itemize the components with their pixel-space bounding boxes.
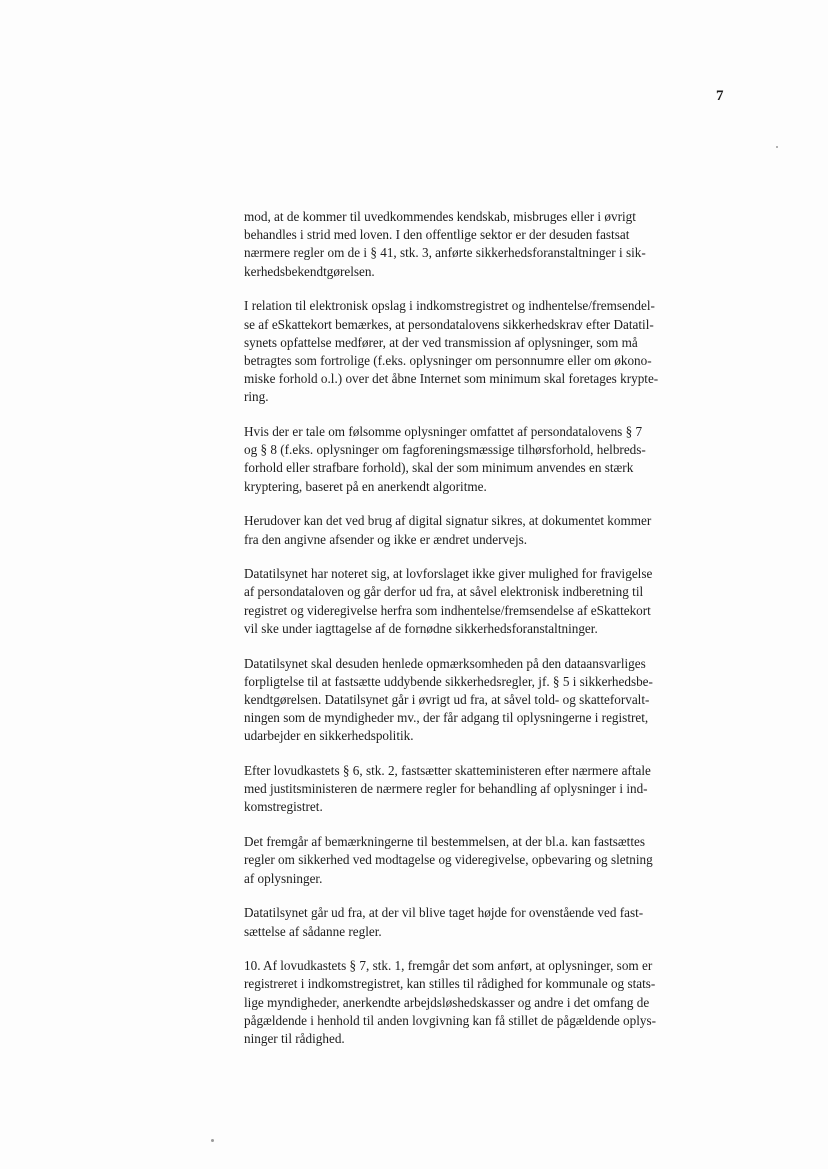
paragraph bbox=[244, 565, 722, 638]
text-line: ninger til rådighed. bbox=[244, 1031, 345, 1047]
body-text bbox=[244, 208, 722, 1065]
text-line: Datatilsynet har noteret sig, at lovforslaget ikke giver mulighed for fravigelse bbox=[244, 566, 653, 582]
text-line: regler om sikkerhed ved modtagelse og videregivelse, opbevaring og sletning bbox=[244, 852, 653, 868]
scan-speck bbox=[211, 1139, 214, 1142]
paragraph bbox=[244, 512, 722, 548]
text-line: behandles i strid med loven. I den offentlige sektor er der desuden fastsat bbox=[244, 227, 630, 243]
text-line: nærmere regler om de i § 41, stk. 3, anførte sikkerhedsforanstaltninger i sik- bbox=[244, 245, 646, 261]
text-line: udarbejder en sikkerhedspolitik. bbox=[244, 728, 414, 744]
text-line: forhold eller strafbare forhold), skal der som minimum anvendes en stærk bbox=[244, 460, 634, 476]
text-line: Datatilsynet går ud fra, at der vil blive taget højde for ovenstående ved fast- bbox=[244, 905, 644, 921]
text-line: mod, at de kommer til uvedkommendes kendskab, misbruges eller i øvrigt bbox=[244, 209, 636, 224]
paragraph bbox=[244, 423, 722, 496]
text-line: forpligtelse til at fastsætte uddybende sikkerhedsregler, jf. § 5 i sikkerhedsbe- bbox=[244, 673, 653, 689]
text-line: vil ske under iagttagelse af de fornødne sikkerhedsforanstaltninger. bbox=[244, 620, 598, 636]
text-line: 10. Af lovudkastets § 7, stk. 1, fremgår det som anført, at oplysninger, som er bbox=[244, 958, 653, 974]
text-line: ring. bbox=[244, 389, 269, 405]
paragraph bbox=[244, 208, 722, 281]
text-line: kerhedsbekendtgørelsen. bbox=[244, 263, 375, 279]
text-line: se af eSkattekort bemærkes, at persondatalovens sikkerhedskrav efter Datatil- bbox=[244, 316, 654, 332]
text-line: af persondataloven og går derfor ud fra, at såvel elektronisk indberetning til bbox=[244, 584, 644, 600]
paragraph bbox=[244, 655, 722, 746]
text-line: af oplysninger. bbox=[244, 870, 323, 886]
text-line: og § 8 (f.eks. oplysninger om fagforeningsmæssige tilhørsforhold, helbreds- bbox=[244, 442, 646, 458]
paragraph bbox=[244, 904, 722, 940]
text-line: Hvis der er tale om følsomme oplysninger omfattet af persondatalovens § 7 bbox=[244, 424, 643, 440]
text-line: kryptering, baseret på en anerkendt algoritme. bbox=[244, 478, 487, 494]
text-line: registreret i indkomstregistret, kan stilles til rådighed for kommunale og stats- bbox=[244, 976, 656, 992]
text-line: komstregistret. bbox=[244, 799, 323, 815]
paragraph bbox=[244, 762, 722, 817]
text-line: synets opfattelse medfører, at der ved transmission af oplysninger, som må bbox=[244, 334, 638, 350]
text-line: lige myndigheder, anerkendte arbejdsløshedskasser og andre i det omfang de bbox=[244, 994, 650, 1010]
text-line: Herudover kan det ved brug af digital signatur sikres, at dokumentet kommer bbox=[244, 513, 652, 529]
text-line: kendtgørelsen. Datatilsynet går i øvrigt ud fra, at såvel told- og skatteforvalt- bbox=[244, 691, 650, 707]
text-line: I relation til elektronisk opslag i indkomstregistret og indhentelse/fremsendel- bbox=[244, 298, 655, 314]
scan-speck bbox=[776, 146, 778, 148]
text-line: fra den angivne afsender og ikke er ændret undervejs. bbox=[244, 531, 528, 547]
text-line: Det fremgår af bemærkningerne til bestemmelsen, at der bl.a. kan fastsættes bbox=[244, 834, 645, 850]
text-line: sættelse af sådanne regler. bbox=[244, 923, 382, 939]
text-line: ningen som de myndigheder mv., der får adgang til oplysningerne i registret, bbox=[244, 710, 649, 726]
paragraph bbox=[244, 833, 722, 888]
text-line: pågældende i henhold til anden lovgivning kan få stillet de pågældende oplys- bbox=[244, 1012, 657, 1028]
text-line: betragtes som fortrolige (f.eks. oplysninger om personnumre eller om økono- bbox=[244, 352, 652, 368]
text-line: registret og videregivelse herfra som indhentelse/fremsendelse af eSkattekort bbox=[244, 602, 651, 618]
paragraph bbox=[244, 297, 722, 406]
text-line: Efter lovudkastets § 6, stk. 2, fastsætter skatteministeren efter nærmere aftale bbox=[244, 763, 651, 779]
paragraph bbox=[244, 957, 722, 1048]
text-line: miske forhold o.l.) over det åbne Internet som minimum skal foretages krypte- bbox=[244, 371, 659, 387]
text-line: med justitsministeren de nærmere regler for behandling af oplysninger i ind- bbox=[244, 781, 648, 797]
page-number: 7 bbox=[716, 88, 724, 104]
text-line: Datatilsynet skal desuden henlede opmærksomheden på den dataansvarliges bbox=[244, 655, 646, 671]
